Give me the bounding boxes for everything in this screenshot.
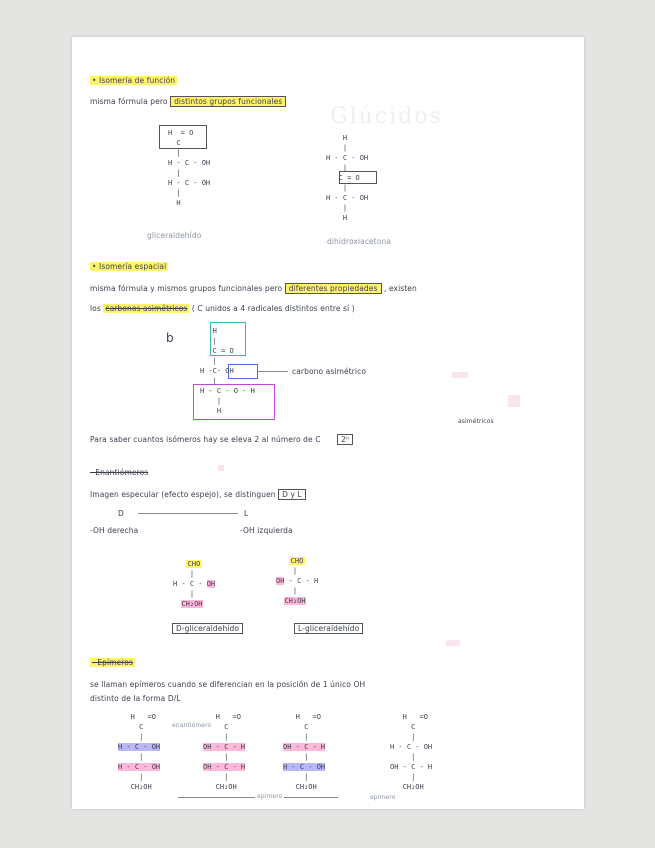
desc-l: -OH izquierda [240, 526, 293, 535]
epimer-molecule-3: H =O C | OH - C - H | H - C - OH | CH₂OH [283, 713, 326, 791]
molecule-d-gliceraldehido: CHO | H - C - OH | CH₂OH [173, 560, 216, 608]
epimer-molecule-4: H =O C | H - C - OH | OH - C - H | CH₂OH [390, 713, 433, 791]
epimeros-line1: se llaman epímeros cuando se diferencian en la posición de 1 único OH [90, 680, 366, 689]
heading-isomeria-funcion: • Isomería de función [92, 76, 176, 85]
heading-enantiomeros: - Enantiómeros [90, 468, 149, 477]
faded-title: Glúcidos [330, 104, 443, 129]
molecule-asimetrico: H | C = O | H -C- OH | H - C - O - H | H [200, 327, 255, 415]
heading-isomeria-espacial: • Isomería espacial [92, 262, 167, 271]
espacial-line2: los carbonos asimétricos ( C unidos a 4 radicales distintos entre sí ) [90, 304, 355, 313]
funcion-line1: misma fórmula pero distintos grupos funcionales [90, 97, 286, 106]
note-epimero-1: epímero [257, 793, 283, 800]
label-b: b [166, 331, 174, 345]
heading-epimeros: - Epímeros [92, 658, 134, 667]
caption-l-gliceraldehido: L-gliceraldehído [294, 624, 363, 633]
molecule-dihidroxiacetona: H | H - C - OH | C = O | H - C - OH | H [326, 134, 369, 222]
molecule-gliceraldehido: H = O C | H - C - OH | H - C - OH | H [168, 129, 211, 207]
epimer-molecule-1: H =O C | H - C - OH | H - C - OH | CH₂OH [118, 713, 161, 791]
note-enantiomero: enantiómero [172, 722, 212, 729]
caption-d-gliceraldehido: D-gliceraldehído [172, 624, 243, 633]
letter-d: D [118, 509, 124, 518]
note-epimero-2: epímero [370, 794, 396, 801]
boxed-term: distintos grupos funcionales [170, 96, 286, 107]
rule-asimetricos: asimétricos [458, 418, 494, 425]
caption-dihidroxiacetona: dihidroxiacetona [327, 237, 392, 246]
desc-d: -OH derecha [90, 526, 139, 535]
caption-gliceraldehido: gliceraldehído [147, 231, 202, 240]
letter-l: L [244, 509, 249, 518]
epimer-molecule-2: H =O C | OH - C - H | OH - C - H | CH₂OH [203, 713, 246, 791]
enantiomeros-line1: Imagen especular (efecto espejo), se distinguen D y L [90, 490, 306, 499]
label-carbono-asimetrico: carbono asimétrico [292, 367, 367, 376]
molecule-l-gliceraldehido: CHO | OH - C - H | CH₂OH [276, 557, 319, 605]
rule-2n: Para saber cuantos isómeros hay se eleva 2 al número de C 2ⁿ [90, 435, 353, 444]
espacial-line1: misma fórmula y mismos grupos funcionales pero diferentes propiedades , existen [90, 284, 417, 293]
epimeros-line2: distinto de la forma D/L [90, 694, 181, 703]
